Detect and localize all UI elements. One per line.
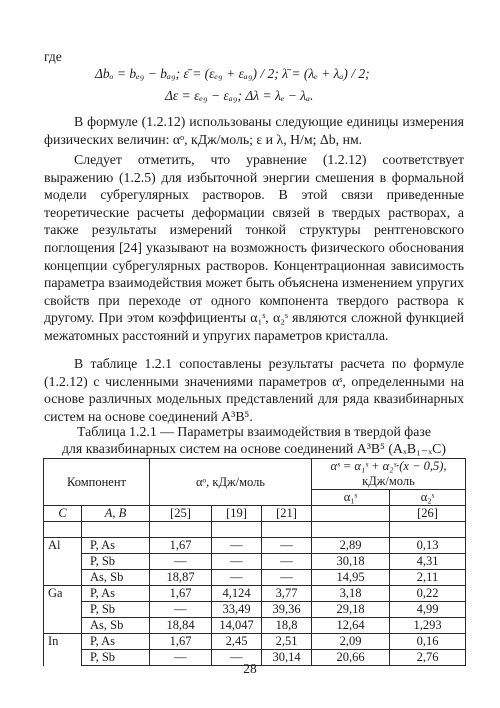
table-row [44, 570, 466, 586]
cell-alpha1: 14,95 [312, 570, 390, 586]
cell-ab: P, As [82, 586, 150, 602]
cell-compound: In [44, 634, 82, 650]
cell-ab: P, As [82, 634, 150, 650]
cell-alpha2: 2,76 [390, 650, 466, 666]
cell-compound [44, 618, 82, 634]
table-body [44, 538, 466, 666]
header-ab: A, B [82, 506, 150, 522]
cell-compound [44, 570, 82, 586]
cell-ref21: — [262, 554, 312, 570]
cell-ref19: 33,49 [212, 602, 262, 618]
table-row [44, 554, 466, 570]
cell-ref19: — [212, 650, 262, 666]
header-alpha0: αᵒ, кДж/моль [150, 459, 312, 506]
cell-alpha1: 30,18 [312, 554, 390, 570]
cell-ref25: — [150, 554, 212, 570]
header-alphaS-unit: кДж/моль [312, 474, 466, 490]
cell-compound [44, 602, 82, 618]
cell-ref19: 2,45 [212, 634, 262, 650]
cell-alpha2: 0,13 [390, 538, 466, 554]
cell-ab: As, Sb [82, 618, 150, 634]
cell-ab: P, Sb [82, 602, 150, 618]
cell-alpha1: 12,64 [312, 618, 390, 634]
cell-alpha2: 0,16 [390, 634, 466, 650]
table-header-row [44, 459, 466, 475]
cell-ref21: 3,77 [262, 586, 312, 602]
cell-ref19: — [212, 570, 262, 586]
cell-compound [44, 554, 82, 570]
cell-ref19: 4,124 [212, 586, 262, 602]
cell-alpha1: 29,18 [312, 602, 390, 618]
header-c: C [44, 506, 82, 522]
cell-ref25: 18,84 [150, 618, 212, 634]
cell-ab: As, Sb [82, 570, 150, 586]
header-alpha1: α₁ˢ [312, 490, 390, 506]
cell-compound: Al [44, 538, 82, 554]
interaction-parameters-table [43, 458, 466, 666]
table-caption [44, 423, 464, 457]
table-row [44, 538, 466, 554]
cell-alpha1: 2,89 [312, 538, 390, 554]
paragraph-table-intro: В таблице 1.2.1 сопоставлены результаты расчета по формуле (1.2.12) с численными значениями параметров αˢ, определенными на основе различных модельных представлений для ряда квазибинарных систем на основе соединений A³B⁵. [44, 356, 464, 424]
header-alphaS-formula: αˢ = α₁ˢ + α₂ˢ·(x − 0,5), [312, 459, 466, 475]
cell-compound: Ga [44, 586, 82, 602]
cell-alpha2: 4,99 [390, 602, 466, 618]
cell-ref25: 1,67 [150, 634, 212, 650]
table-row [44, 586, 466, 602]
table-row [44, 634, 466, 650]
cell-ref21: — [262, 570, 312, 586]
cell-ab: P, Sb [82, 554, 150, 570]
cell-alpha1: 2,09 [312, 634, 390, 650]
cell-ref25: 1,67 [150, 586, 212, 602]
cell-ref19: — [212, 554, 262, 570]
cell-alpha1: 20,66 [312, 650, 390, 666]
cell-ref25: — [150, 602, 212, 618]
formula-line-2: Δε = εₑ₉ − εₐ₉; Δλ = λₑ − λₐ. [165, 88, 314, 103]
table-subheader-row [44, 506, 466, 522]
header-component: Компонент [44, 459, 150, 506]
ref-25: [25] [150, 506, 212, 522]
cell-alpha2: 1,293 [390, 618, 466, 634]
paragraph-units: В формуле (1.2.12) использованы следующие единицы измерения физических величин: αᵒ, кДж/моль; ε и λ, Н/м; Δb, нм. [44, 114, 464, 147]
cell-alpha2: 4,31 [390, 554, 466, 570]
cell-ref19: 14,047 [212, 618, 262, 634]
ref-21: [21] [262, 506, 312, 522]
cell-ref21: 2,51 [262, 634, 312, 650]
cell-ref19: — [212, 538, 262, 554]
table-row [44, 602, 466, 618]
cell-ref25: — [150, 650, 212, 666]
page-number: 28 [243, 661, 257, 676]
ref-empty [312, 506, 390, 522]
where-label: где [44, 49, 62, 64]
cell-ref21: 18,8 [262, 618, 312, 634]
table-caption-line-1: Таблица 1.2.1 — Параметры взаимодействия в твердой фазе [77, 424, 431, 439]
cell-ab: P, Sb [82, 650, 150, 666]
cell-ref21: — [262, 538, 312, 554]
cell-alpha1: 3,18 [312, 586, 390, 602]
cell-ref21: 30,14 [262, 650, 312, 666]
ref-19: [19] [212, 506, 262, 522]
table-spacer-row [44, 522, 466, 538]
paragraph-subregular: Следует отметить, что уравнение (1.2.12) соответствует выражению (1.2.5) для избыточной энергии смешения в формальной модели субрегулярных растворов. В этой связи приведенные теоретические расчеты деформации связей в твердых растворах, а также результаты измерений тонкой структуры рентгеновского поглощения [24] указывают на возможность физического обоснования концепции субрегулярных растворов. Концентрационная зависимость параметра взаимодействия может быть объяснена изменением упругих свойств при переходе от одного компонента твердого раствора к другому. При этом коэффициенты α₁ˢ, α₂ˢ являются сложной функцией межатомных расстояний и упругих параметров кристалла. [44, 152, 464, 343]
cell-ref25: 18,87 [150, 570, 212, 586]
cell-alpha2: 0,22 [390, 586, 466, 602]
table-row [44, 618, 466, 634]
cell-ab: P, As [82, 538, 150, 554]
cell-ref25: 1,67 [150, 538, 212, 554]
table-caption-line-2: для квазибинарных систем на основе соединений A³B⁵ (AₓB₁₋ₓC) [62, 441, 446, 456]
header-alpha2: α₂ˢ [390, 490, 466, 506]
cell-alpha2: 2,11 [390, 570, 466, 586]
formula-line-1: Δbₒ = bₑ₉ − bₐ₉; ε̄ = (εₑ₉ + εₐ₉) / 2; λ̄ = (λₑ + λₐ) / 2; [95, 66, 370, 81]
cell-ref21: 39,36 [262, 602, 312, 618]
ref-26: [26] [390, 506, 466, 522]
